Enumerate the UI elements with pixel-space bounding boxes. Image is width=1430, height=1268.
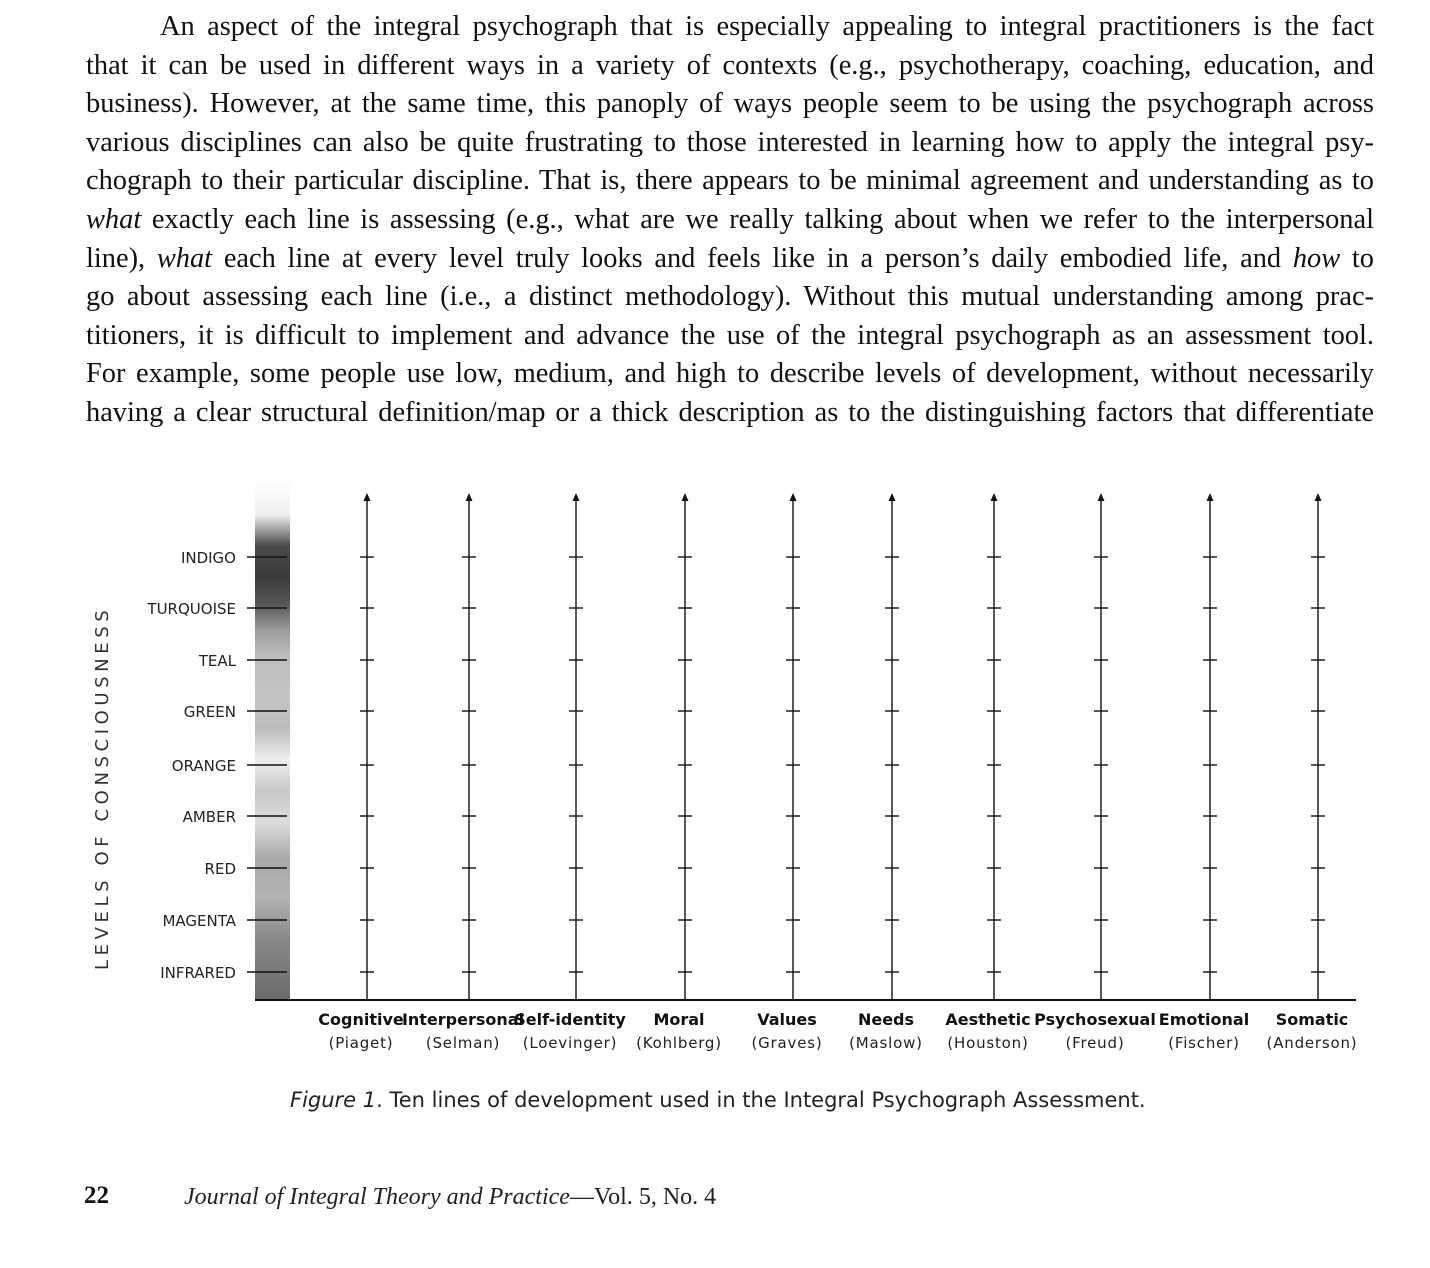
arrowhead-icon xyxy=(364,493,371,501)
line-source-label: (Kohlberg) xyxy=(636,1034,722,1052)
arrowhead-icon xyxy=(991,493,998,501)
emphasis: how xyxy=(1292,242,1341,274)
arrowhead-icon xyxy=(682,493,689,501)
paragraph-line: business). However, at the same time, this panoply of ways people seem to be using the psychograph across xyxy=(86,88,1374,120)
level-label: INDIGO xyxy=(180,549,236,567)
level-label: ORANGE xyxy=(171,757,236,775)
level-label: TURQUOISE xyxy=(147,600,236,618)
level-label: TEAL xyxy=(198,652,236,670)
paragraph-line: having a clear structural definition/map or a thick description as to the distinguishing factors that differentiate xyxy=(86,396,1374,428)
level-label: GREEN xyxy=(183,703,236,721)
caption-text: . Ten lines of development used in the Integral Psychograph Assessment. xyxy=(376,1088,1146,1112)
journal-issue: —Vol. 5, No. 4 xyxy=(569,1184,717,1210)
arrowhead-icon xyxy=(573,493,580,501)
paragraph-line: chograph to their particular discipline. That is, there appears to be minimal agreement and understanding as to xyxy=(86,165,1374,197)
levels-axis-title: LEVELS OF CONSCIOUSNESS xyxy=(92,605,113,970)
paragraph-line: that it can be used in different ways in a variety of contexts (e.g., psychotherapy, coaching, education, and xyxy=(86,49,1374,81)
arrowhead-icon xyxy=(466,493,473,501)
line-source-label: (Fischer) xyxy=(1168,1034,1240,1052)
arrowhead-icon xyxy=(889,493,896,501)
line-name-label: Psychosexual xyxy=(1034,1010,1156,1029)
level-label: AMBER xyxy=(182,808,236,826)
line-name-label: Interpersonal xyxy=(401,1010,525,1029)
figure-caption xyxy=(290,1088,1146,1112)
line-source-label: (Piaget) xyxy=(328,1034,394,1052)
arrowhead-icon xyxy=(790,493,797,501)
emphasis: what xyxy=(156,242,213,274)
line-name-label: Cognitive xyxy=(318,1010,404,1029)
line-source-label: (Maslow) xyxy=(849,1034,923,1052)
line-name-label: Self-identity xyxy=(514,1010,626,1029)
level-label: MAGENTA xyxy=(162,912,236,930)
arrowhead-icon xyxy=(1207,493,1214,501)
level-label: INFRARED xyxy=(160,964,236,982)
arrowhead-icon xyxy=(1315,493,1322,501)
page-number: 22 xyxy=(84,1182,109,1209)
paragraph-line: titioners, it is difficult to implement and advance the use of the integral psychograph as an assessment tool. xyxy=(86,319,1374,351)
paragraph-line: For example, some people use low, medium, and high to describe levels of development, without necessarily xyxy=(86,358,1374,390)
level-label: RED xyxy=(204,860,236,878)
line-name-label: Values xyxy=(757,1010,817,1029)
text-run: to xyxy=(1340,242,1374,274)
journal-footer xyxy=(184,1184,716,1211)
line-name-label: Moral xyxy=(653,1010,705,1029)
line-name-label: Aesthetic xyxy=(945,1010,1031,1029)
line-name-label: Somatic xyxy=(1275,1010,1349,1029)
emphasis: what xyxy=(86,203,142,235)
paragraph-line: An aspect of the integral psychograph that is especially appealing to integral practitioners is the fact xyxy=(160,11,1374,42)
text-run: line), xyxy=(86,242,157,274)
caption-label: Figure 1 xyxy=(290,1088,377,1112)
line-source-label: (Loevinger) xyxy=(522,1034,618,1052)
line-name-label: Emotional xyxy=(1158,1010,1250,1029)
journal-title: Journal of Integral Theory and Practice xyxy=(184,1184,570,1210)
line-name-label: Needs xyxy=(857,1010,915,1029)
line-source-label: (Graves) xyxy=(751,1034,823,1052)
arrowhead-icon xyxy=(1098,493,1105,501)
line-source-label: (Selman) xyxy=(425,1034,501,1052)
paragraph-line: go about assessing each line (i.e., a distinct methodology). Without this mutual understanding among prac- xyxy=(86,281,1374,313)
line-source-label: (Anderson) xyxy=(1266,1034,1358,1052)
text-run: exactly each line is assessing (e.g., what are we really talking about when we refer to the interpersonal xyxy=(141,203,1374,235)
line-source-label: (Freud) xyxy=(1065,1034,1125,1052)
line-source-label: (Houston) xyxy=(947,1034,1029,1052)
paragraph-line: various disciplines can also be quite frustrating to those interested in learning how to apply the integral psy- xyxy=(86,126,1374,158)
text-run: each line at every level truly looks and feels like in a person’s daily embodied life, and xyxy=(212,242,1293,274)
